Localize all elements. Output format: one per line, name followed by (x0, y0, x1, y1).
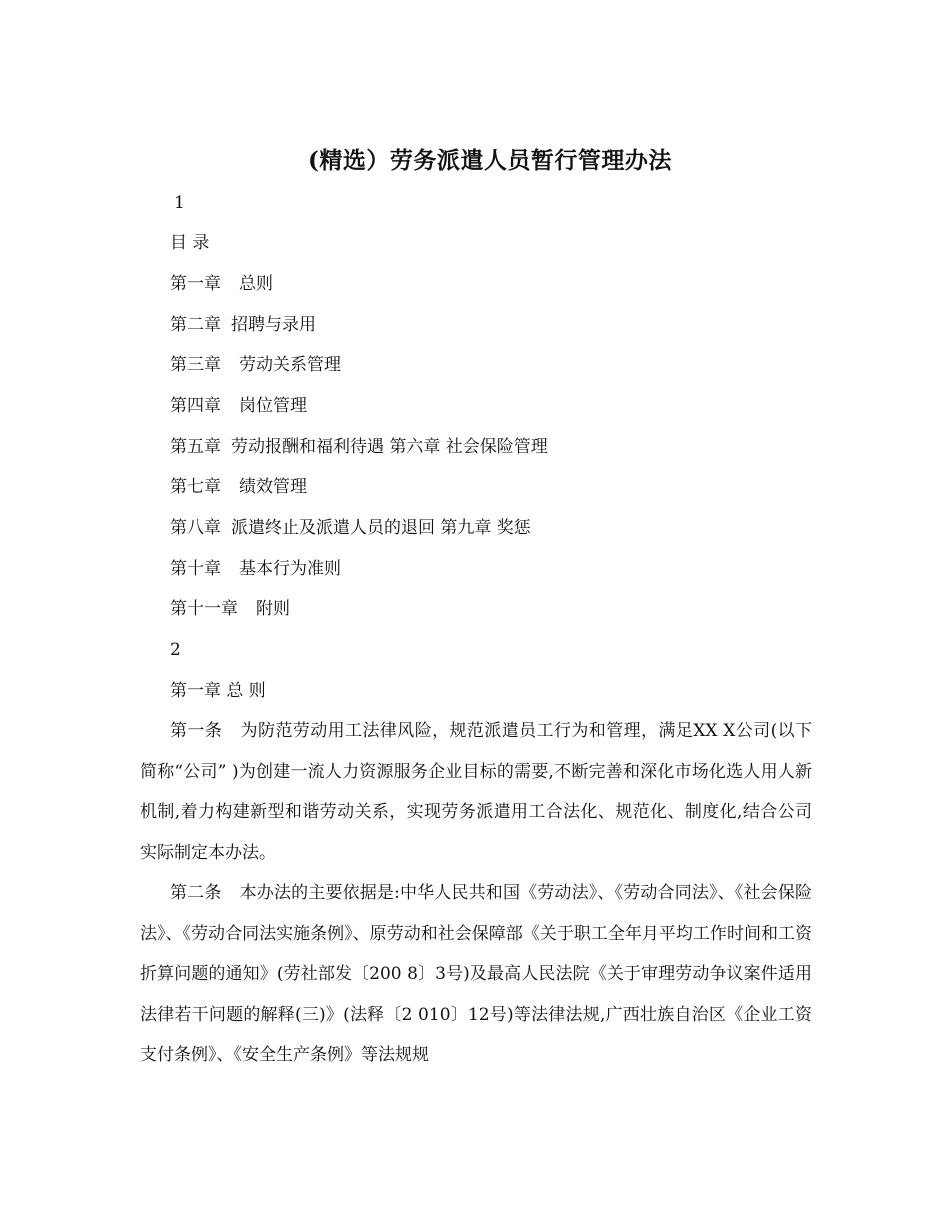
article-paragraph (140, 873, 812, 1076)
toc-chapter: 第一章 (170, 274, 221, 294)
toc-item (170, 476, 307, 498)
toc-name: 总则 (239, 274, 273, 294)
toc-item (170, 273, 273, 295)
toc-item (170, 436, 548, 458)
toc-item (170, 395, 307, 417)
toc-name: 附则 (256, 599, 290, 619)
toc-chapter: 第十章 (170, 559, 221, 579)
page-marker: 2 (170, 640, 181, 660)
toc-name: 劳动关系管理 (239, 355, 341, 375)
article-text: 本办法的主要依据是:中华人民共和国《劳动法》、《劳动合同法》、《社会保险法》、《劳动合同法实施条例》、原劳动和社会保障部《关于职工全年月平均工作时间和工资折算问题的通知》(劳社部发〔200 8〕3号)及最高人民法院《关于审理劳动争议案件适用法律若干问题的解释(三)》(法释〔2 010〕12号)等法律法规,广西壮族自治区《企业工资支付条例》、《安全生产条例》等法规规 (140, 883, 812, 1065)
toc-heading: 目 录 (170, 233, 210, 253)
toc-name: 劳动报酬和福利待遇 第六章 社会保险管理 (231, 437, 548, 457)
toc-name: 基本行为准则 (239, 559, 341, 579)
article-label: 第一条 (170, 721, 223, 741)
toc-item (170, 354, 341, 376)
document-title: (精选）劳务派遣人员暂行管理办法 (308, 147, 672, 174)
toc-chapter: 第七章 (170, 477, 221, 497)
article-label: 第二条 (170, 883, 222, 903)
toc-chapter: 第三章 (170, 355, 221, 375)
toc-chapter: 第十一章 (170, 599, 238, 619)
toc-item (170, 517, 531, 539)
toc-chapter: 第二章 (170, 315, 221, 335)
toc-name: 绩效管理 (239, 477, 307, 497)
chapter-heading: 第一章 总 则 (170, 681, 266, 701)
toc-chapter: 第四章 (170, 396, 221, 416)
toc-name: 岗位管理 (239, 396, 307, 416)
toc-item (170, 314, 316, 336)
article-text: 为防范劳动用工法律风险，规范派遣员工行为和管理，满足XX X公司(以下简称“公司” )为创建一流人力资源服务企业目标的需要,不断完善和深化市场化选人用人新机制,着力构建新型和谐劳动关系，实现劳务派遣用工合法化、规范化、制度化,结合公司实际制定本办法。 (140, 721, 813, 863)
toc-item (170, 598, 290, 620)
toc-name: 招聘与录用 (231, 315, 316, 335)
toc-chapter: 第八章 (170, 518, 221, 538)
page-marker: 1 (174, 193, 185, 213)
toc-item (170, 558, 341, 580)
article-paragraph (140, 711, 812, 873)
toc-name: 派遣终止及派遣人员的退回 第九章 奖惩 (231, 518, 531, 538)
toc-chapter: 第五章 (170, 437, 221, 457)
